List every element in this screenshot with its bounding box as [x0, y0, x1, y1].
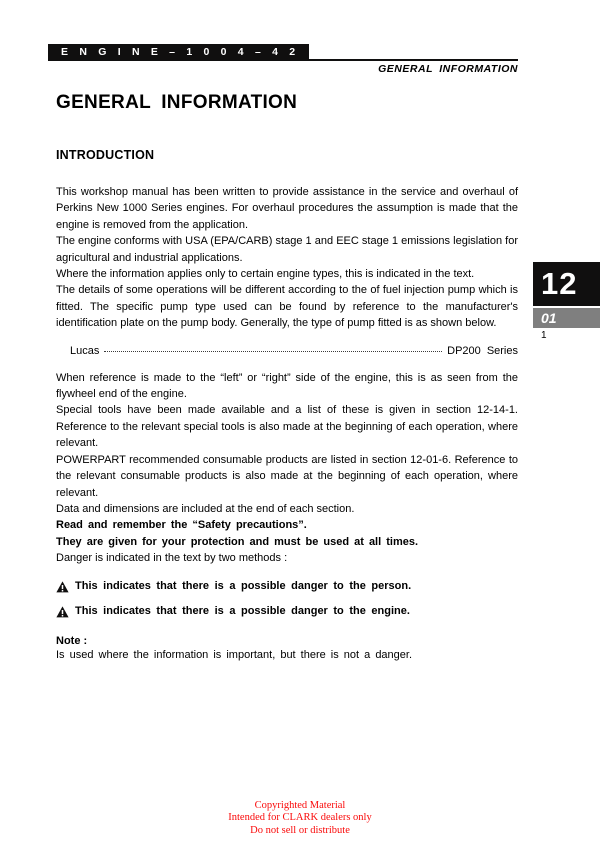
- warning-person: [56, 580, 518, 592]
- warning-triangle-icon: [56, 606, 69, 618]
- paragraph: The details of some operations will be different according to the of fuel injection pump which is fitted. The specific pump type used can be found by reference to the manufacturer's identification plate on the pump body. Generally, the type of pump fitted is as shown below.: [56, 284, 518, 330]
- safety-bold-line: They are given for your protection and must be used at all times.: [56, 535, 419, 548]
- paragraph: POWERPART recommended consumable products are listed in section 12-01-6. Reference to the relevant consumable products is also made at the beginning of each operation, where relevant.: [56, 453, 518, 499]
- page-number: 1: [541, 330, 547, 341]
- warning-text: This indicates that there is a possible danger to the engine.: [75, 604, 410, 617]
- page-header: [0, 44, 600, 78]
- paragraph: Where the information applies only to certain engine types, this is indicated in the text.: [56, 268, 475, 281]
- dotted-leader: [104, 351, 442, 352]
- chapter-tab-number: 12: [533, 262, 600, 306]
- header-section-label: GENERAL INFORMATION: [378, 63, 518, 75]
- safety-bold-line: Read and remember the “Safety precautions”.: [56, 519, 307, 532]
- danger-intro: Danger is indicated in the text by two methods :: [56, 552, 288, 565]
- note-text: Is used where the information is important, but there is not a danger.: [56, 648, 413, 661]
- section-heading-introduction: INTRODUCTION: [56, 148, 155, 162]
- page-title: GENERAL INFORMATION: [56, 92, 298, 113]
- warning-text: This indicates that there is a possible danger to the person.: [75, 579, 412, 592]
- pump-value: DP200 Series: [447, 344, 518, 357]
- paragraph: When reference is made to the “left” or “right” side of the engine, this is as seen from the flywheel end of the engine.: [56, 371, 518, 401]
- note-heading: Note :: [56, 634, 88, 647]
- warning-engine: [56, 605, 518, 617]
- document-body: [56, 92, 518, 661]
- footer-line: Intended for CLARK dealers only: [228, 812, 372, 824]
- engine-model-bar: E N G I N E – 1 0 0 4 – 4 2: [48, 44, 309, 61]
- paragraph: Data and dimensions are included at the end of each section.: [56, 502, 355, 515]
- paragraph: This workshop manual has been written to provide assistance in the service and overhaul of Perkins New 1000 Series engines. For overhaul procedures the assumption is made that the engine is removed from the application.: [56, 186, 518, 231]
- paragraph: Special tools have been made available and a list of these is given in section 12-14-1. Reference to the relevant special tools is also made at the beginning of each operation, where relevant.: [56, 404, 518, 450]
- paragraph: The engine conforms with USA (EPA/CARB) stage 1 and EEC stage 1 emissions legislation for agricultural and industrial applications.: [56, 235, 518, 264]
- footer-line: Do not sell or distribute: [250, 824, 350, 836]
- footer-line: Copyrighted Material: [254, 800, 346, 811]
- pump-name: Lucas: [70, 344, 100, 357]
- warning-triangle-icon: [56, 581, 69, 593]
- copyright-footer: [0, 800, 600, 837]
- header-rule: [287, 59, 518, 61]
- pump-type-entry: [70, 345, 518, 357]
- subsection-tab-number: 01: [533, 308, 600, 328]
